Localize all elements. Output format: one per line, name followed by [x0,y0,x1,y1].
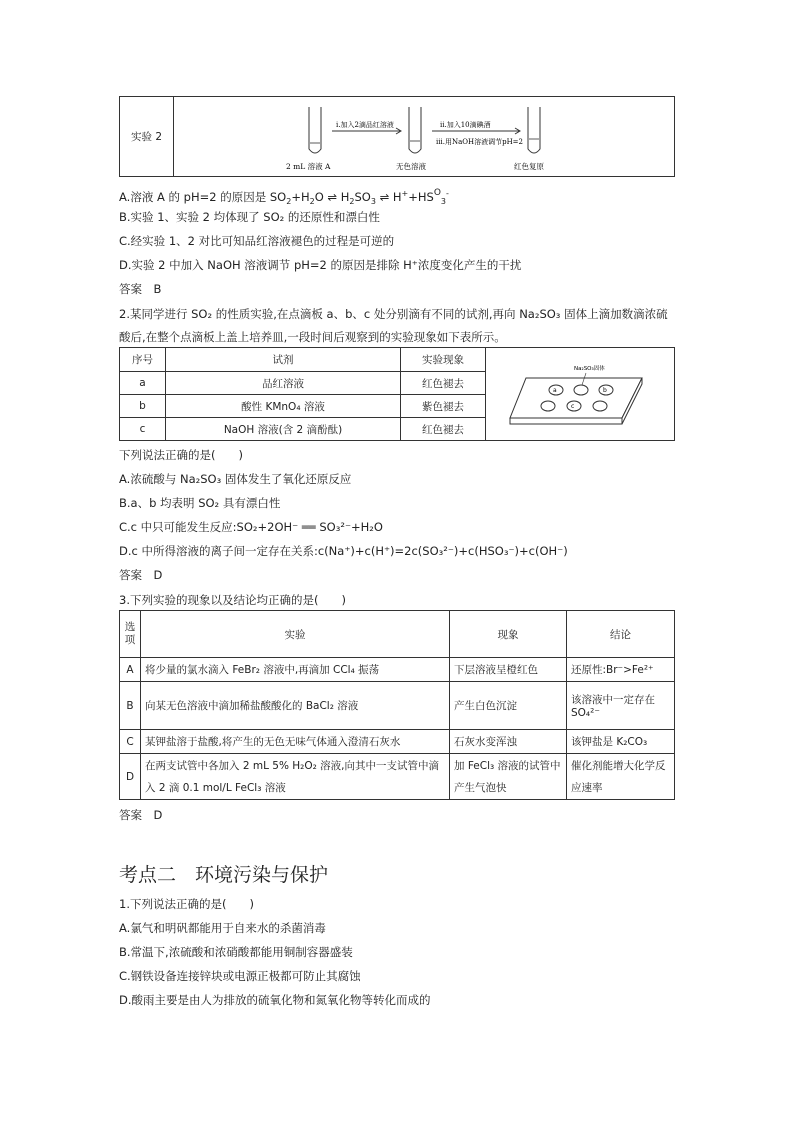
q2-header-reagent: 试剂 [166,348,401,372]
q2-cell: NaOH 溶液(含 2 滴酚酞) [166,418,401,441]
q2-stem-line2: 酸后,在整个点滴板上盖上培养皿,一段时间后观察到的实验现象如下表所示。 [119,330,506,344]
plate-label-c: c [571,403,575,410]
equilibrium-arrow-2: ⇌ [375,189,390,204]
q3-cell: B [120,682,141,730]
tube1-label: 2 mL 溶液 A [286,162,331,171]
q4-option-c: C.钢铁设备连接锌块或电源正极都可防止其腐蚀 [119,969,361,983]
q3-answer: 答案 D [119,808,163,822]
section-title: 考点二 环境污染与保护 [119,864,329,886]
experiment-diagram-cell [174,97,675,177]
spot-plate-diagram [486,348,666,440]
q4-option-a: A.氯气和明矾都能用于自来水的杀菌消毒 [119,921,326,935]
step3-label: ⅲ.用NaOH溶液调节pH=2 [436,138,523,146]
q2-option-c: C.c 中只可能发生反应:SO₂+2OH⁻ ══ SO₃²⁻+H₂O [119,520,383,534]
q2-cell: 酸性 KMnO₄ 溶液 [166,395,401,418]
q3-header-phenomenon: 现象 [450,611,567,658]
q1-option-a: A.溶液 A 的 pH=2 的原因是 $SO_2+H_2O$ ⇌ $H_2SO_3$ ⇌ $H^++HS^O_3^-$ [119,187,449,207]
test-tube-diagram [174,97,674,176]
q3-cell: 下层溶液呈橙红色 [450,658,567,682]
q3-cell: A [120,658,141,682]
q2-answer: 答案 D [119,568,163,582]
q2-option-b: B.a、b 均表明 SO₂ 具有漂白性 [119,496,281,510]
experiment-label-text: 实验 2 [130,131,163,143]
q2-header-index: 序号 [120,348,166,372]
table-row [120,730,675,754]
table-row [120,658,675,682]
q2-table [119,347,675,441]
q1-option-a-mid2: O [314,189,324,204]
q3-cell: 该溶液中一定存在 SO₄²⁻ [567,682,675,730]
q1-answer: 答案 B [119,282,162,296]
experiment-label [120,97,174,177]
plate-solid-label: Na₂SO₃固体 [574,366,605,372]
q1-option-b: B.实验 1、实验 2 均体现了 SO₂ 的还原性和漂白性 [119,210,380,224]
q2-stem-line1: 2.某同学进行 SO₂ 的性质实验,在点滴板 a、b、c 处分别滴有不同的试剂,再向 Na₂SO₃ 固体上滴加数滴浓硫 [119,307,668,321]
q1-option-a-h2so3: H [337,189,350,204]
q3-cell: D [120,754,141,800]
q3-cell: 催化剂能增大化学反应速率 [567,754,675,800]
q2-cell: 紫色褪去 [401,395,486,418]
q1-option-a-text: A.溶液 A 的 pH=2 的原因是 SO [119,189,287,204]
q2-ask: 下列说法正确的是( ) [119,448,243,462]
q1-option-a-h2so3b: SO [354,189,371,204]
q3-header-conclusion: 结论 [567,611,675,658]
q1-option-a-hs: +HS [408,189,434,204]
table-row [120,754,675,800]
q3-cell: 某钾盐溶于盐酸,将产生的无色无味气体通入澄清石灰水 [141,730,450,754]
test-tube-1 [309,107,321,153]
q1-option-a-o3: O [433,187,441,198]
q4-stem: 1.下列说法正确的是( ) [119,897,254,911]
test-tube-3 [528,107,540,153]
equilibrium-arrow-1: ⇌ [323,189,338,204]
q2-header-phenomenon: 实验现象 [401,348,486,372]
q3-cell: 向某无色溶液中滴加稀盐酸酸化的 BaCl₂ 溶液 [141,682,450,730]
test-tube-2 [409,107,421,153]
q3-header-option: 选项 [120,611,141,658]
q2-cell: c [120,418,166,441]
q1-option-a-mid: +H [291,189,310,204]
q2-cell: 红色褪去 [401,418,486,441]
plate-label-b: b [603,387,607,394]
step1-label: ⅰ.加入2滴品红溶液 [336,121,394,129]
table-row [120,682,675,730]
tube2-label: 无色溶液 [396,162,426,171]
q3-cell: 将少量的氯水滴入 FeBr₂ 溶液中,再滴加 CCl₄ 振荡 [141,658,450,682]
plate-label-a: a [553,387,557,394]
q3-cell: 该钾盐是 K₂CO₃ [567,730,675,754]
q1-option-c: C.经实验 1、2 对比可知品红溶液褪色的过程是可逆的 [119,234,395,248]
q2-cell: b [120,395,166,418]
q2-option-d: D.c 中所得溶液的离子间一定存在关系:c(Na⁺)+c(H⁺)=2c(SO₃²⁻)+c(HSO₃⁻)+c(OH⁻) [119,544,568,558]
q3-cell: 石灰水变浑浊 [450,730,567,754]
q3-cell: 还原性:Br⁻>Fe²⁺ [567,658,675,682]
q3-header-experiment: 实验 [141,611,450,658]
q4-option-d: D.酸雨主要是由人为排放的硫氧化物和氮氧化物等转化而成的 [119,993,431,1007]
q3-table [119,610,675,800]
q2-option-a: A.浓硫酸与 Na₂SO₃ 固体发生了氧化还原反应 [119,472,352,486]
q2-cell: 红色褪去 [401,372,486,395]
tube3-label: 红色复原 [514,162,544,171]
q4-option-b: B.常温下,浓硫酸和浓硝酸都能用铜制容器盛装 [119,945,353,959]
q1-option-d: D.实验 2 中加入 NaOH 溶液调节 pH=2 的原因是排除 H⁺浓度变化产生的干扰 [119,258,522,272]
q1-option-a-post: H [389,189,402,204]
q3-cell: C [120,730,141,754]
q2-cell: a [120,372,166,395]
step2-label: ⅱ.加入10滴碘酒 [440,121,491,129]
q3-stem: 3.下列实验的现象以及结论均正确的是( ) [119,593,346,607]
q3-cell: 在两支试管中各加入 2 mL 5% H₂O₂ 溶液,向其中一支试管中滴入 2 滴 0.1 mol/L FeCl₃ 溶液 [141,754,450,800]
q2-plate-cell [486,348,675,441]
experiment-table [119,96,675,177]
q3-cell: 产生白色沉淀 [450,682,567,730]
q2-cell: 品红溶液 [166,372,401,395]
q3-cell: 加 FeCl₃ 溶液的试管中产生气泡快 [450,754,567,800]
